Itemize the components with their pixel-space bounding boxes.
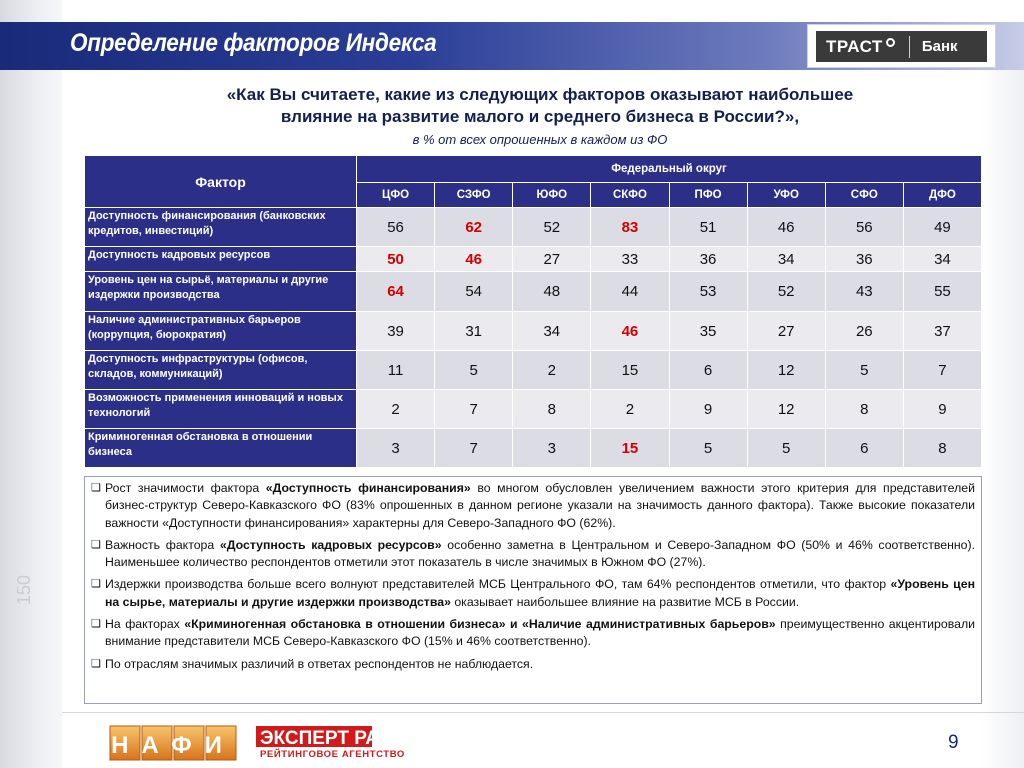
value-cell: 5: [435, 351, 513, 390]
value-cell: 5: [747, 429, 825, 468]
value-cell: 43: [825, 272, 903, 312]
value-cell: 2: [513, 351, 591, 390]
value-cell: 27: [747, 312, 825, 351]
note-text-plain: особенно заметна в Центральном и Северо-Западном ФО (50% и 46% соответственно). Наименьшее количество респондентов отметили этот показатель в числе значимых в Южном ФО (27%).: [105, 537, 976, 570]
table-row: [85, 312, 982, 351]
note-text-bold: «Доступность финансирования»: [265, 481, 471, 495]
factor-column-header: Фактор: [85, 156, 357, 208]
factor-label: Доступность кадровых ресурсов: [85, 247, 357, 272]
value-cell: 7: [435, 390, 513, 429]
value-cell: 8: [513, 390, 591, 429]
note-item: [91, 616, 975, 651]
note-text-bold: «Уровень цен на сырье, материалы и другие издержки производства»: [105, 577, 975, 609]
question-subtitle: в % от всех опрошенных в каждом из ФО: [412, 132, 668, 147]
value-cell: 56: [825, 208, 903, 247]
value-cell: 15: [591, 351, 669, 390]
note-item: [91, 576, 975, 611]
value-cell: 49: [903, 208, 981, 247]
trast-bank-logo: [807, 24, 996, 68]
federal-district-header: Федеральный округ: [357, 156, 982, 183]
value-cell: 83: [591, 208, 669, 247]
value-cell: 11: [357, 351, 435, 390]
table-row: [85, 429, 982, 468]
note-text-plain: Издержки производства больше всего волнуют представителей МСБ Центрального ФО, там 64% респондентов отметили, что фактор: [105, 577, 891, 592]
note-text: [105, 480, 975, 532]
value-cell: 62: [435, 208, 513, 247]
note-text-plain: Важность фактора: [105, 537, 220, 552]
value-cell: 46: [435, 247, 513, 272]
value-cell: 3: [513, 429, 591, 468]
note-text: [105, 576, 975, 611]
page-number: 9: [948, 732, 959, 753]
footer-divider: [62, 712, 1024, 713]
value-cell: 3: [357, 429, 435, 468]
checkbox-bullet-icon: ❏: [91, 538, 101, 551]
value-cell: 33: [591, 247, 669, 272]
factor-label: Возможность применения инноваций и новых технологий: [85, 390, 357, 429]
district-header-0: ЦФО: [357, 183, 435, 208]
survey-question: [140, 84, 940, 128]
page-title: Определение факторов Индекса: [70, 29, 437, 57]
table-row: [85, 247, 982, 272]
value-cell: 48: [513, 272, 591, 312]
logo-separator: [909, 36, 910, 58]
note-text-bold: «Криминогенная обстановка в отношении бизнеса» и «Наличие административных барьеров»: [184, 617, 776, 632]
checkbox-bullet-icon: ❏: [91, 578, 101, 591]
district-header-7: ДФО: [903, 183, 981, 208]
note-text: [105, 537, 975, 572]
value-cell: 12: [747, 351, 825, 390]
note-item: [91, 656, 975, 673]
value-cell: 6: [669, 351, 747, 390]
value-cell: 34: [747, 247, 825, 272]
note-text: [105, 656, 975, 673]
value-cell: 2: [357, 390, 435, 429]
value-cell: 15: [591, 429, 669, 468]
factors-table: [84, 155, 982, 468]
checkbox-bullet-icon: ❏: [91, 657, 101, 670]
expert-logo-text: ЭКСПЕРТ РА: [260, 728, 379, 749]
value-cell: 39: [357, 312, 435, 351]
factor-label: Наличие административных барьеров (коррупция, бюрократия): [85, 312, 357, 351]
value-cell: 52: [513, 208, 591, 247]
value-cell: 35: [669, 312, 747, 351]
factor-label: Криминогенная обстановка в отношении бизнеса: [85, 429, 357, 468]
value-cell: 27: [513, 247, 591, 272]
note-text-plain: По отраслям значимых различий в ответах респондентов не наблюдается.: [105, 656, 534, 671]
value-cell: 52: [747, 272, 825, 312]
value-cell: 8: [903, 429, 981, 468]
value-cell: 46: [747, 208, 825, 247]
value-cell: 55: [903, 272, 981, 312]
value-cell: 6: [825, 429, 903, 468]
table-row: [85, 208, 982, 247]
question-line-1: «Как Вы считаете, какие из следующих факторов оказывают наибольшее: [226, 85, 854, 104]
left-decor-strip: [0, 0, 62, 768]
value-cell: 54: [435, 272, 513, 312]
district-header-3: СКФО: [591, 183, 669, 208]
value-cell: 7: [903, 351, 981, 390]
nafi-logo: [108, 722, 240, 762]
watermark-number: 150: [14, 574, 34, 605]
logo-trast-text: ТРАСТ: [826, 36, 883, 56]
value-cell: 7: [435, 429, 513, 468]
logo-bank-text: Банк: [921, 38, 958, 55]
district-header-6: СФО: [825, 183, 903, 208]
district-header-1: СЗФО: [435, 183, 513, 208]
value-cell: 31: [435, 312, 513, 351]
value-cell: 12: [747, 390, 825, 429]
value-cell: 26: [825, 312, 903, 351]
factor-label: Доступность финансирования (банковских кредитов, инвестиций): [85, 208, 357, 247]
right-decor-strip: [980, 70, 1024, 768]
question-line-2: влияние на развитие малого и среднего бизнеса в России?»,: [280, 107, 800, 126]
district-header-5: УФО: [747, 183, 825, 208]
checkbox-bullet-icon: ❏: [91, 482, 101, 494]
note-text-plain: На факторах: [105, 617, 185, 632]
value-cell: 37: [903, 312, 981, 351]
value-cell: 2: [591, 390, 669, 429]
value-cell: 56: [357, 208, 435, 247]
note-text-plain: преимущественно акцентировали внимание представители МСБ Северо-Кавказского ФО (15% и 46% соответственно).: [105, 617, 975, 649]
expert-logo-subtext: РЕЙТИНГОВОЕ АГЕНТСТВО: [260, 749, 405, 759]
note-text-plain: Рост значимости фактора: [105, 481, 266, 495]
expert-ra-logo: [256, 725, 410, 759]
value-cell: 64: [357, 272, 435, 312]
value-cell: 5: [825, 351, 903, 390]
value-cell: 9: [903, 390, 981, 429]
value-cell: 8: [825, 390, 903, 429]
note-text-plain: во многом обусловлен увеличением важности этого критерия для представителей бизнес-структур Северо-Кавказского ФО (83% опрошенных в данном регионе указали на значимость данного фактора). Также высокие показатели важности «Доступности финансирования» характерны для Северо-Западного ФО (62%).: [105, 481, 975, 530]
value-cell: 36: [669, 247, 747, 272]
value-cell: 9: [669, 390, 747, 429]
value-cell: 5: [669, 429, 747, 468]
value-cell: 50: [357, 247, 435, 272]
table-row: [85, 272, 982, 312]
value-cell: 51: [669, 208, 747, 247]
district-header-4: ПФО: [669, 183, 747, 208]
note-item: [91, 537, 975, 572]
factor-label: Уровень цен на сырьё, материалы и другие издержки производства: [85, 272, 357, 312]
note-text: [105, 616, 975, 651]
checkbox-bullet-icon: ❏: [91, 618, 101, 631]
nafi-logo-text: НАФИ: [111, 732, 235, 759]
district-header-2: ЮФО: [513, 183, 591, 208]
notes-box: [84, 476, 982, 704]
value-cell: 36: [825, 247, 903, 272]
value-cell: 34: [903, 247, 981, 272]
value-cell: 53: [669, 272, 747, 312]
note-item: [91, 480, 975, 532]
logo-ring-icon: [886, 38, 895, 47]
note-text-bold: «Доступность кадровых ресурсов»: [219, 537, 442, 552]
table-row: [85, 390, 982, 429]
table-row: [85, 351, 982, 390]
note-text-plain: оказывает наибольшее влияние на развитие МСБ в России.: [450, 594, 800, 609]
factor-label: Доступность инфраструктуры (офисов, складов, коммуникаций): [85, 351, 357, 390]
value-cell: 46: [591, 312, 669, 351]
value-cell: 44: [591, 272, 669, 312]
value-cell: 34: [513, 312, 591, 351]
